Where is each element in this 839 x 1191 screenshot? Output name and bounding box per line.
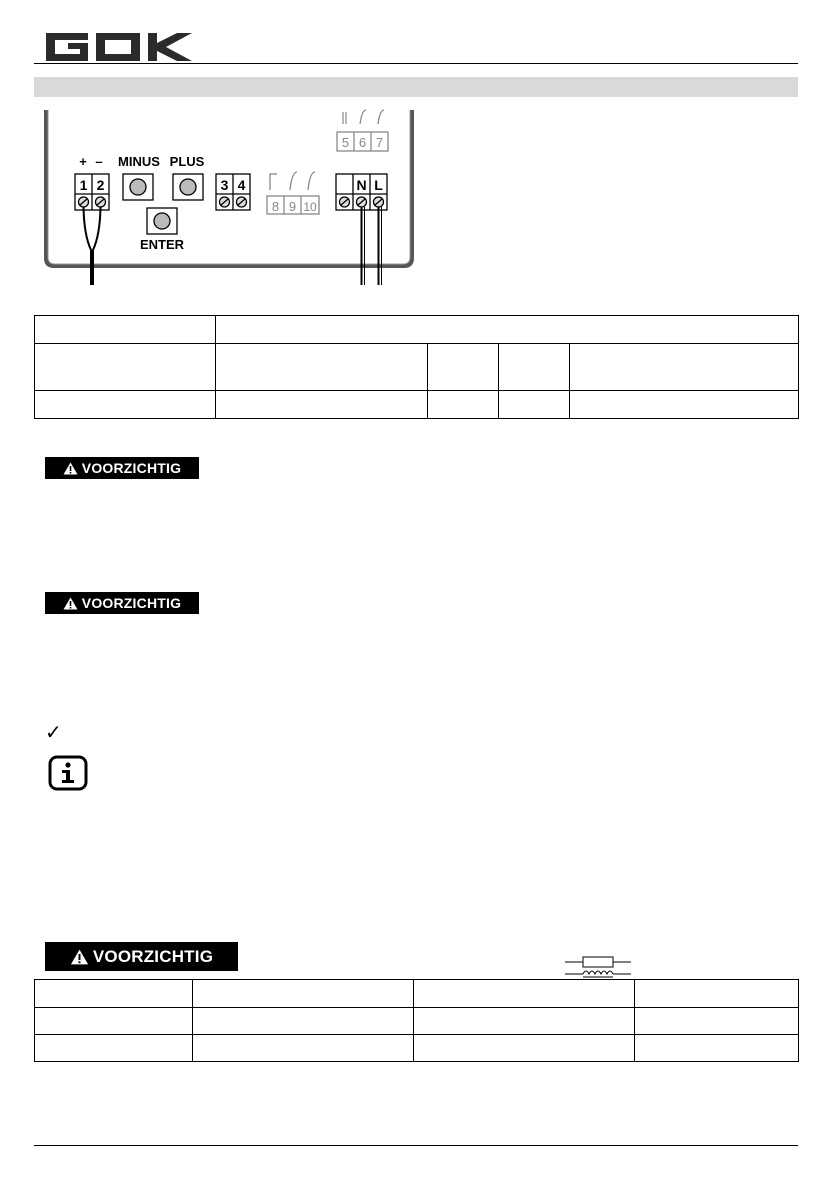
terminal-10: 10: [303, 200, 317, 214]
table-cell: [35, 1035, 193, 1062]
terminal-3: 3: [220, 177, 229, 193]
enter-label: ENTER: [139, 237, 185, 252]
table-cell: [570, 344, 799, 391]
table-cell: [499, 391, 570, 419]
terminal-5: 5: [341, 135, 350, 150]
gok-logo: [44, 33, 194, 61]
terminal-l: L: [374, 177, 383, 193]
table-cell: [635, 1008, 799, 1035]
table-cell: [216, 391, 428, 419]
caution-label: VOORZICHTIG: [92, 946, 214, 966]
power-wires: [362, 207, 382, 285]
table-row: [35, 391, 799, 419]
table-row: [35, 1035, 799, 1062]
caution-banner-2: [45, 592, 199, 614]
table-row: [35, 980, 799, 1008]
caution-label: VOORZICHTIG: [81, 460, 182, 476]
terminal-6: 6: [358, 135, 367, 150]
warning-triangle-icon: [63, 597, 78, 610]
terminal-n: N: [356, 177, 367, 193]
bottom-table: [34, 979, 799, 1062]
enter-button: [147, 208, 177, 234]
terminal-9: 9: [288, 199, 297, 214]
table-cell: [570, 391, 799, 419]
table-cell: [414, 1008, 635, 1035]
spec-table: [34, 315, 799, 419]
warning-triangle-icon: [70, 949, 89, 965]
table-cell: [414, 1035, 635, 1062]
table-cell: [428, 344, 499, 391]
table-cell: [499, 344, 570, 391]
plus-button: [173, 174, 203, 200]
caution-label: VOORZICHTIG: [81, 595, 182, 611]
table-row: [35, 316, 799, 344]
footer-rule: [34, 1145, 798, 1146]
sensor-wires: [84, 207, 101, 285]
polarity-plus: +: [79, 154, 87, 169]
caution-banner-1: [45, 457, 199, 479]
table-cell: [193, 1035, 414, 1062]
section-heading-bar: [34, 77, 798, 97]
warning-triangle-icon: [63, 462, 78, 475]
table-cell: [216, 344, 428, 391]
table-cell: [193, 980, 414, 1008]
terminal-4: 4: [237, 177, 246, 193]
terminal-2: 2: [96, 177, 105, 193]
minus-button: [123, 174, 153, 200]
info-icon: [47, 755, 89, 791]
table-cell: [414, 980, 635, 1008]
header-rule: [34, 63, 798, 64]
caution-banner-3: [45, 942, 238, 971]
table-cell: [635, 980, 799, 1008]
table-row: [35, 1008, 799, 1035]
terminal-7: 7: [375, 135, 384, 150]
terminal-diagram: [34, 100, 434, 290]
table-cell: [35, 344, 216, 391]
table-cell: [35, 391, 216, 419]
table-cell: [216, 316, 799, 344]
table-cell: [35, 316, 216, 344]
filter-symbol-icon: [563, 955, 633, 979]
polarity-minus: –: [95, 154, 103, 169]
terminal-8: 8: [271, 199, 280, 214]
table-cell: [635, 1035, 799, 1062]
terminal-1: 1: [79, 177, 88, 193]
table-cell: [428, 391, 499, 419]
plus-label: PLUS: [169, 154, 205, 169]
table-cell: [35, 980, 193, 1008]
table-row: [35, 344, 799, 391]
check-mark: ✓: [45, 720, 62, 744]
table-cell: [193, 1008, 414, 1035]
table-cell: [35, 1008, 193, 1035]
minus-label: MINUS: [118, 154, 160, 169]
